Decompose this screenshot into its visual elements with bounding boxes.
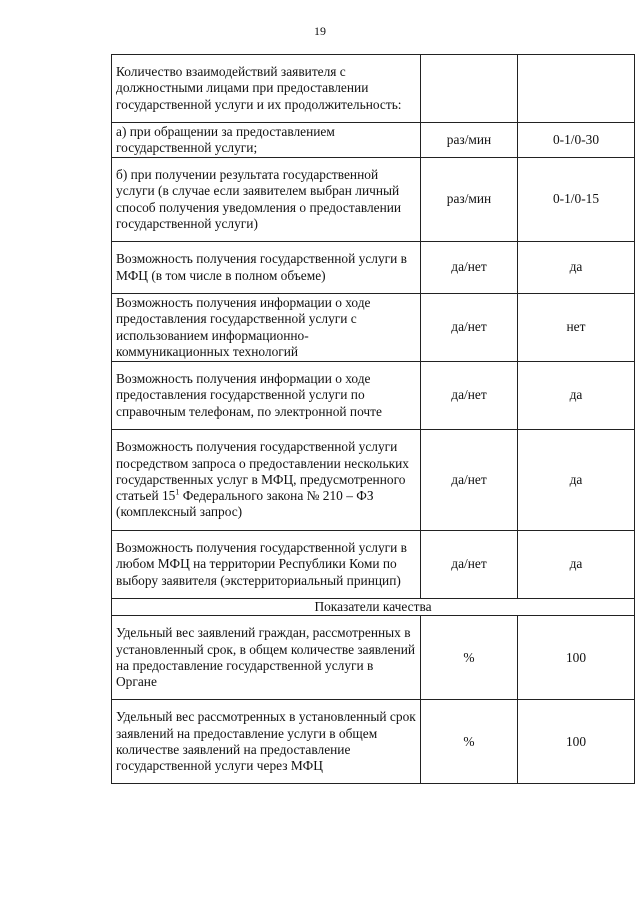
unit-cell: да/нет [421, 531, 518, 599]
value-cell: 100 [518, 700, 635, 784]
superscript: 1 [175, 487, 180, 497]
unit-cell: да/нет [421, 294, 518, 362]
indicator-name: а) при обращении за предоставлением государственной услуги; [112, 123, 421, 158]
value-cell [518, 55, 635, 123]
table-row [112, 55, 635, 123]
table-row [112, 700, 635, 784]
value-cell: да [518, 430, 635, 531]
unit-cell: % [421, 616, 518, 700]
indicator-name: Удельный вес рассмотренных в установленный срок заявлений на предоставление услуги в общем количестве заявлений на предоставление государственной услуги через МФЦ [112, 700, 421, 784]
value-cell: да [518, 242, 635, 294]
indicator-name: Удельный вес заявлений граждан, рассмотренных в установленный срок, в общем количестве заявлений на предоставление государственной услуги в Органе [112, 616, 421, 700]
value-cell: 100 [518, 616, 635, 700]
value-cell: 0-1/0-30 [518, 123, 635, 158]
value-cell: нет [518, 294, 635, 362]
value-cell: 0-1/0-15 [518, 158, 635, 242]
unit-cell: раз/мин [421, 123, 518, 158]
unit-cell [421, 55, 518, 123]
indicator-name: Возможность получения государственной услуги в любом МФЦ на территории Республики Коми по выбору заявителя (экстерриториальный принцип) [112, 531, 421, 599]
unit-cell: раз/мин [421, 158, 518, 242]
table-row [112, 616, 635, 700]
table-row [112, 430, 635, 531]
value-cell: да [518, 362, 635, 430]
value-cell: да [518, 531, 635, 599]
table-row [112, 242, 635, 294]
indicator-name: Возможность получения информации о ходе предоставления государственной услуги с использованием информационно-коммуникационных технологий [112, 294, 421, 362]
indicator-name [112, 430, 421, 531]
unit-cell: да/нет [421, 362, 518, 430]
table-row [112, 158, 635, 242]
section-title: Показатели качества [112, 599, 635, 616]
indicator-name: Возможность получения государственной услуги в МФЦ (в том числе в полном объеме) [112, 242, 421, 294]
table-row [112, 123, 635, 158]
table-row [112, 294, 635, 362]
table-row [112, 362, 635, 430]
indicator-name: Возможность получения информации о ходе предоставления государственной услуги по справочным телефонам, по электронной почте [112, 362, 421, 430]
table-section-header [112, 599, 635, 616]
table-row [112, 531, 635, 599]
unit-cell: да/нет [421, 430, 518, 531]
indicator-text: Федерального закона № 210 – ФЗ (комплексный запрос) [116, 488, 374, 520]
indicator-name: Количество взаимодействий заявителя с должностными лицами при предоставлении государственной услуги и их продолжительность: [112, 55, 421, 123]
unit-cell: да/нет [421, 242, 518, 294]
indicators-table [111, 54, 635, 784]
unit-cell: % [421, 700, 518, 784]
indicator-text: Возможность получения государственной услуги посредством запроса о предоставлении нескольких государственных услуг в МФЦ, предусмотренного статьей 15 [116, 439, 409, 504]
indicator-name: б) при получении результата государственной услуги (в случае если заявителем выбран личный способ получения уведомления о предоставлении государственной услуги) [112, 158, 421, 242]
page-number: 19 [314, 24, 326, 38]
